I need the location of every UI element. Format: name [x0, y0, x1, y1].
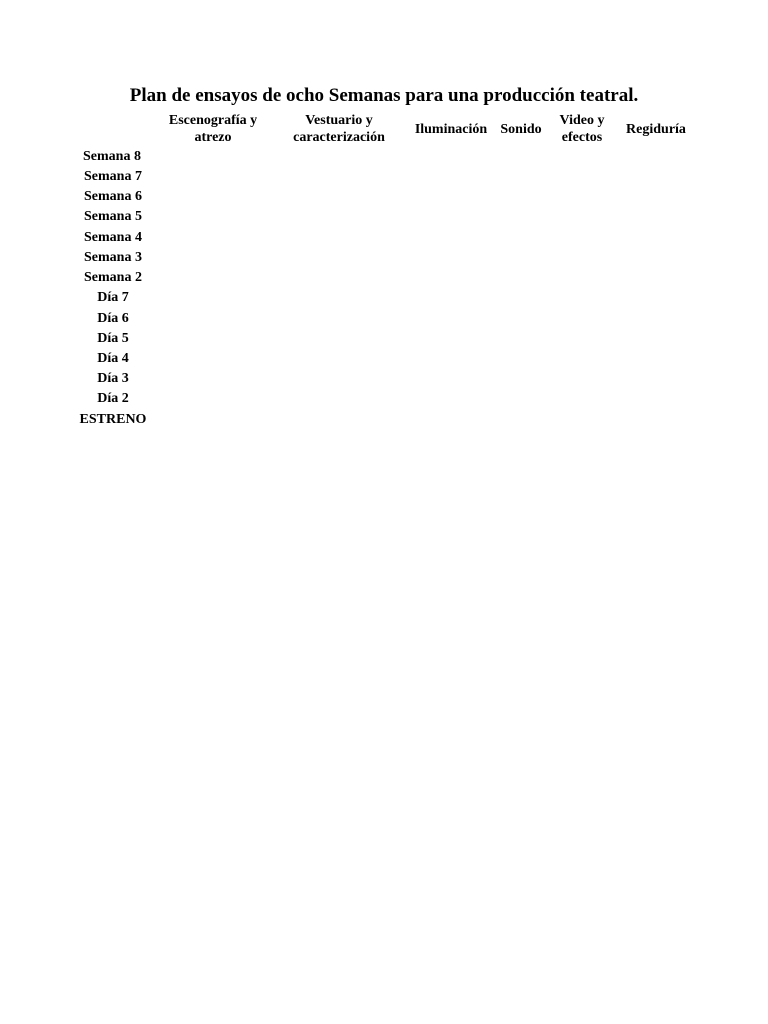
row-label-estreno: ESTRENO	[79, 412, 147, 427]
row-label-dia-2: Día 2	[97, 391, 129, 406]
row-label-dia-5: Día 5	[97, 331, 129, 346]
column-header-regiduria: Regiduría	[626, 121, 686, 137]
column-header-vestuario: Vestuario y caracterización	[293, 113, 385, 145]
row-label-semana-8: Semana 8	[83, 149, 141, 164]
row-label-dia-7: Día 7	[97, 290, 129, 305]
row-label-semana-3: Semana 3	[84, 250, 142, 265]
row-label-dia-4: Día 4	[97, 351, 129, 366]
row-label-dia-6: Día 6	[97, 311, 129, 326]
column-header-video: Video y efectos	[559, 113, 605, 145]
row-label-semana-7: Semana 7	[84, 169, 142, 184]
row-label-semana-2: Semana 2	[84, 270, 142, 285]
page-title: Plan de ensayos de ocho Semanas para una producción teatral.	[129, 85, 639, 106]
column-header-sonido: Sonido	[500, 121, 542, 137]
row-label-semana-4: Semana 4	[84, 230, 142, 245]
row-label-dia-3: Día 3	[97, 371, 129, 386]
row-label-semana-5: Semana 5	[84, 209, 142, 224]
column-header-iluminacion: Iluminación	[414, 121, 488, 137]
column-header-escenografia: Escenografía y atrezo	[168, 113, 258, 145]
row-label-semana-6: Semana 6	[84, 189, 142, 204]
